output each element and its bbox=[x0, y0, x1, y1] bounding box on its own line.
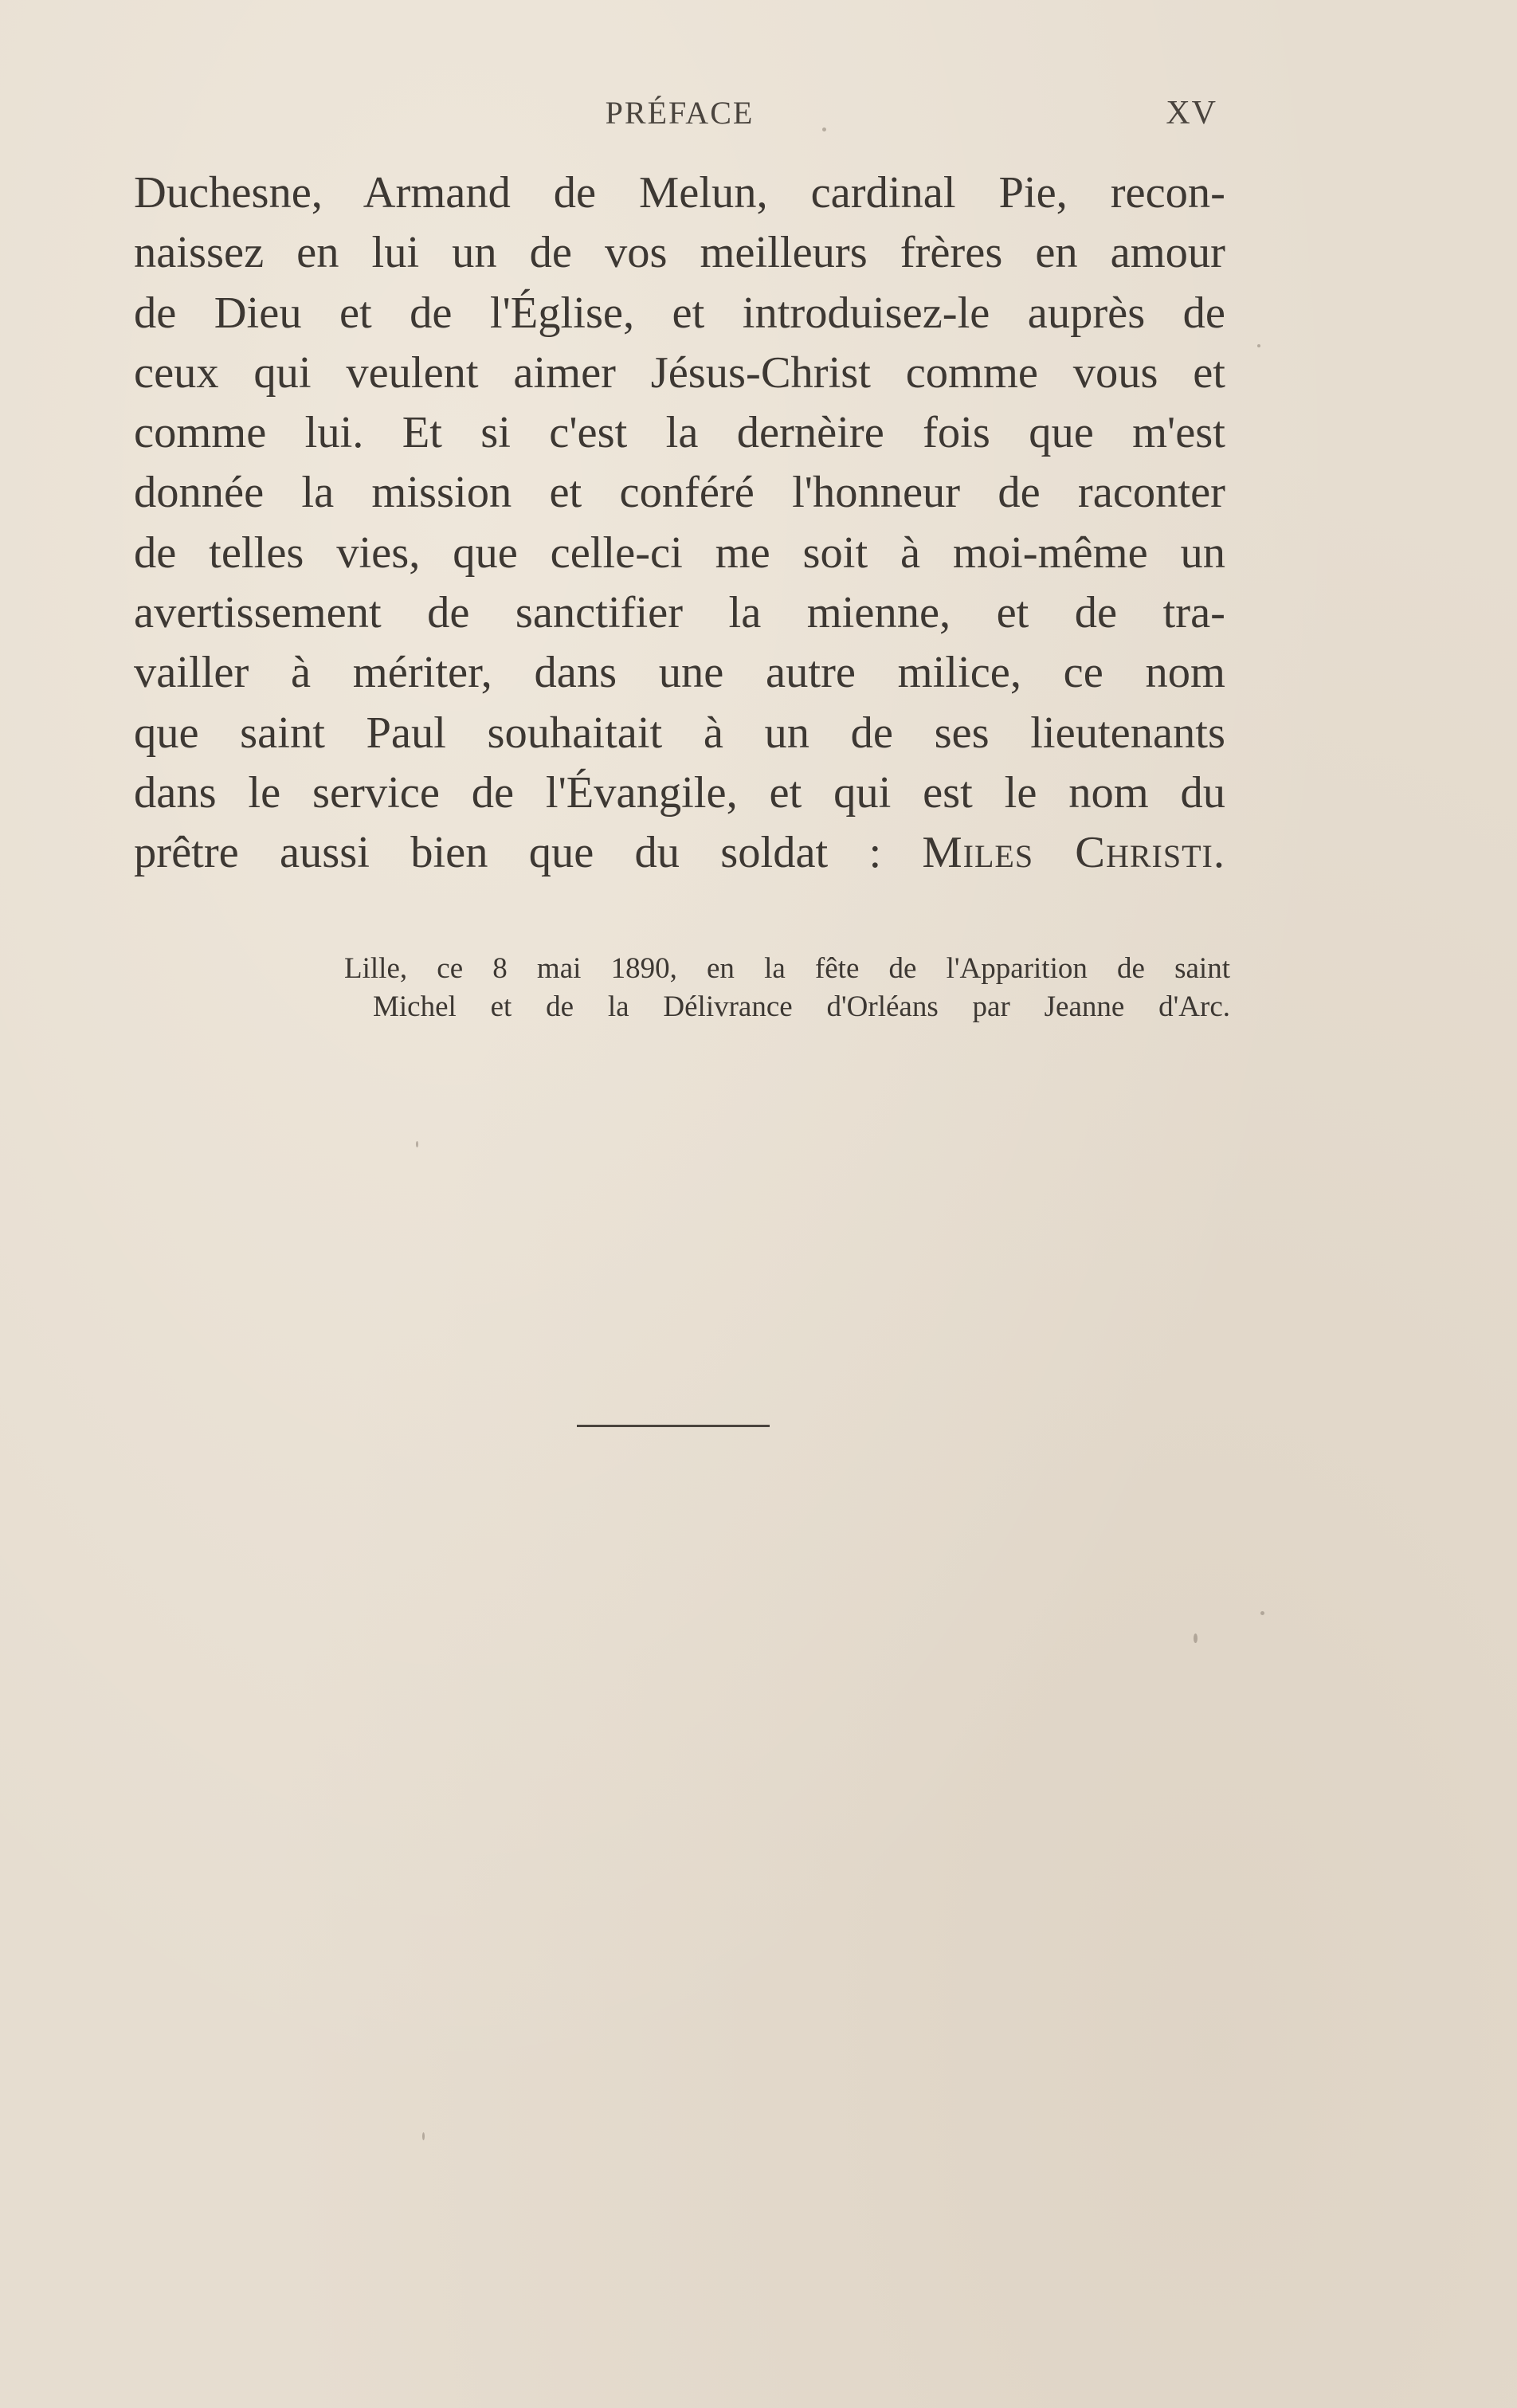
text-line-final bbox=[134, 823, 1225, 883]
running-title: PRÉFACE bbox=[605, 95, 755, 131]
text-line: ceux qui veulent aimer Jésus-Christ comme vous et bbox=[134, 347, 1225, 398]
end-rule bbox=[577, 1425, 770, 1427]
paper-speck bbox=[1257, 344, 1260, 347]
running-head bbox=[134, 94, 1225, 142]
text-line: Duchesne, Armand de Melun, cardinal Pie, recon- bbox=[134, 168, 1225, 218]
text-line: que saint Paul souhaitait à un de ses lieutenants bbox=[134, 708, 1225, 758]
signoff-line-2: Michel et de la Délivrance d'Orléans par Jeanne d'Arc. bbox=[373, 990, 1230, 1023]
paper-speck bbox=[416, 1141, 418, 1147]
text-line: de Dieu et de l'Église, et introduisez-le auprès de bbox=[134, 288, 1225, 338]
text-line: naissez en lui un de vos meilleurs frères en amour bbox=[134, 228, 1225, 278]
text-line: vailler à mériter, dans une autre milice, ce nom bbox=[134, 648, 1225, 698]
text-line: avertissement de sanctifier la mienne, et de tra- bbox=[134, 588, 1225, 638]
paper-speck bbox=[422, 2132, 425, 2140]
paper-speck bbox=[1260, 1611, 1264, 1615]
final-line-text: prêtre aussi bien que du soldat : bbox=[134, 828, 882, 878]
signoff bbox=[134, 950, 1230, 1026]
paper-speck bbox=[1194, 1633, 1198, 1643]
text-line: donnée la mission et conféré l'honneur de raconter bbox=[134, 468, 1225, 518]
miles-christi: Miles Christi. bbox=[922, 828, 1225, 878]
body-paragraph bbox=[134, 163, 1225, 884]
text-line: de telles vies, que celle-ci me soit à moi-même un bbox=[134, 527, 1225, 578]
text-line: comme lui. Et si c'est la dernèire fois que m'est bbox=[134, 408, 1225, 458]
paper-speck bbox=[822, 127, 826, 131]
page-number: XV bbox=[1166, 95, 1217, 131]
signoff-line-1: Lille, ce 8 mai 1890, en la fête de l'Apparition de saint bbox=[344, 952, 1230, 985]
text-line: dans le service de l'Évangile, et qui est le nom du bbox=[134, 767, 1225, 818]
